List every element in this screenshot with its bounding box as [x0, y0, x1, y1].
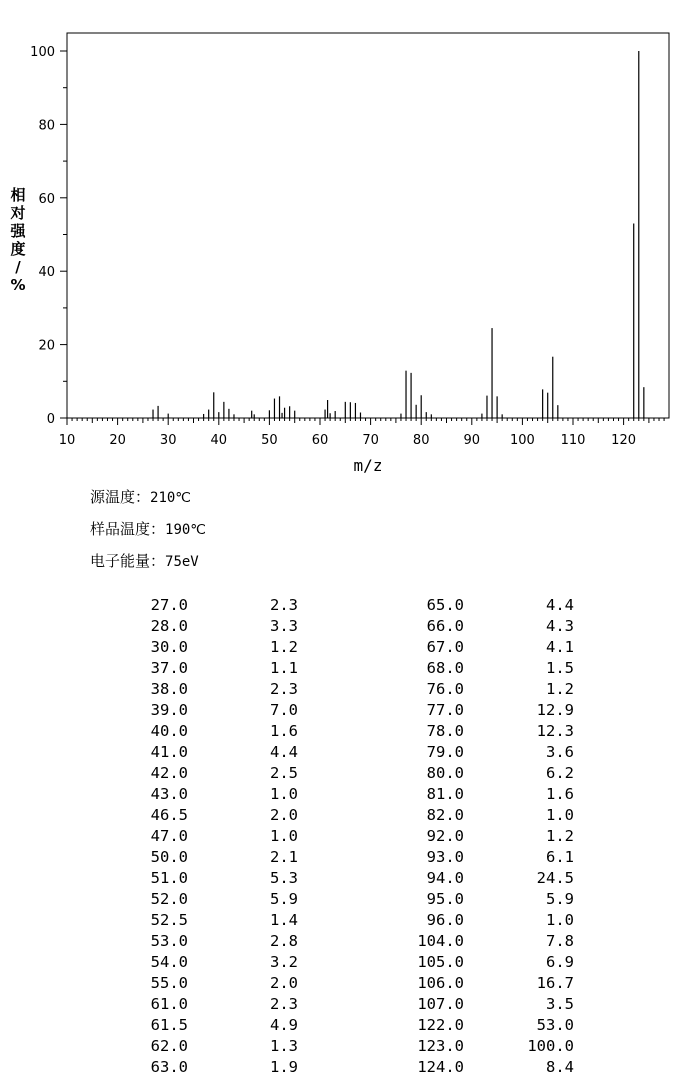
mz-cell: 51.0 — [150, 869, 188, 887]
mz-cell: 39.0 — [150, 701, 188, 719]
source-temperature-value: 210℃ — [150, 490, 192, 506]
mz-cell: 123.0 — [417, 1037, 464, 1055]
mz-cell: 66.0 — [426, 617, 464, 635]
mz-cell: 42.0 — [150, 764, 188, 782]
y-axis-label: 相对强度/ % — [10, 186, 26, 294]
mz-cell: 107.0 — [417, 995, 464, 1013]
intensity-cell: 1.0 — [546, 911, 574, 929]
intensity-cell: 4.3 — [546, 617, 574, 635]
mz-cell: 79.0 — [426, 743, 464, 761]
intensity-cell: 2.0 — [270, 806, 298, 824]
intensity-cell: 1.0 — [270, 827, 298, 845]
intensity-cell: 5.9 — [546, 890, 574, 908]
intensity-cell: 5.3 — [270, 869, 298, 887]
table-row — [0, 1016, 696, 1037]
table-row — [0, 827, 696, 848]
intensity-cell: 2.1 — [270, 848, 298, 866]
x-tick-label: 120 — [611, 433, 637, 448]
y-tick-label: 0 — [46, 412, 55, 427]
intensity-cell: 53.0 — [536, 1016, 574, 1034]
mz-cell: 46.5 — [150, 806, 188, 824]
mz-cell: 96.0 — [426, 911, 464, 929]
x-tick-label: 60 — [311, 433, 329, 448]
mz-cell: 53.0 — [150, 932, 188, 950]
intensity-cell: 1.2 — [270, 638, 298, 656]
intensity-cell: 2.0 — [270, 974, 298, 992]
x-axis-ticks — [59, 433, 636, 448]
mz-cell: 106.0 — [417, 974, 464, 992]
sample-temperature-value: 190℃ — [165, 522, 207, 538]
table-row — [0, 785, 696, 806]
mass-spectrum-chart — [0, 0, 696, 480]
intensity-cell: 24.5 — [536, 869, 574, 887]
mz-cell: 77.0 — [426, 701, 464, 719]
intensity-cell: 2.5 — [270, 764, 298, 782]
x-minor-ticks — [67, 418, 664, 425]
y-axis-ticks — [30, 45, 67, 427]
mz-cell: 82.0 — [426, 806, 464, 824]
y-tick-label: 80 — [38, 118, 55, 134]
y-tick-label: 20 — [38, 338, 55, 354]
table-row — [0, 974, 696, 995]
intensity-cell: 1.6 — [270, 722, 298, 740]
intensity-cell: 1.6 — [546, 785, 574, 803]
mz-cell: 124.0 — [417, 1058, 464, 1076]
x-tick-label: 50 — [261, 433, 278, 448]
mz-cell: 28.0 — [150, 617, 188, 635]
intensity-cell: 4.4 — [270, 743, 298, 761]
table-row — [0, 1058, 696, 1079]
mz-cell: 47.0 — [150, 827, 188, 845]
intensity-cell: 4.1 — [546, 638, 574, 656]
x-tick-label: 20 — [109, 433, 126, 448]
x-tick-label: 30 — [159, 433, 177, 448]
table-row — [0, 869, 696, 890]
mz-cell: 27.0 — [150, 596, 188, 614]
table-row — [0, 617, 696, 638]
mz-cell: 30.0 — [150, 638, 188, 656]
mz-cell: 122.0 — [417, 1016, 464, 1034]
sample-temperature — [90, 518, 206, 539]
intensity-cell: 6.9 — [546, 953, 574, 971]
intensity-cell: 1.2 — [546, 827, 574, 845]
mz-cell: 52.5 — [150, 911, 188, 929]
intensity-cell: 4.4 — [546, 596, 574, 614]
intensity-cell: 2.3 — [270, 995, 298, 1013]
intensity-cell: 3.2 — [270, 953, 298, 971]
table-row — [0, 890, 696, 911]
intensity-cell: 3.5 — [546, 995, 574, 1013]
mz-cell: 38.0 — [150, 680, 188, 698]
mz-cell: 55.0 — [150, 974, 188, 992]
table-row — [0, 806, 696, 827]
x-tick-label: 90 — [463, 433, 481, 448]
intensity-cell: 1.3 — [270, 1037, 298, 1055]
table-row — [0, 848, 696, 869]
intensity-cell: 2.3 — [270, 596, 298, 614]
x-tick-label: 40 — [210, 433, 228, 448]
mz-cell: 43.0 — [150, 785, 188, 803]
intensity-cell: 7.0 — [270, 701, 298, 719]
table-row — [0, 764, 696, 785]
intensity-cell: 1.0 — [546, 806, 574, 824]
intensity-cell: 12.3 — [536, 722, 574, 740]
mz-cell: 61.5 — [150, 1016, 188, 1034]
intensity-cell: 8.4 — [546, 1058, 574, 1076]
spectrum-peaks — [153, 51, 644, 418]
intensity-cell: 1.9 — [270, 1058, 298, 1076]
mz-cell: 80.0 — [426, 764, 464, 782]
mz-cell: 104.0 — [417, 932, 464, 950]
table-row — [0, 932, 696, 953]
intensity-cell: 3.6 — [546, 743, 574, 761]
table-row — [0, 680, 696, 701]
intensity-cell: 100.0 — [527, 1037, 574, 1055]
table-row — [0, 911, 696, 932]
table-row — [0, 953, 696, 974]
table-row — [0, 743, 696, 764]
mz-cell: 95.0 — [426, 890, 464, 908]
electron-energy-label: 电子能量： — [90, 552, 166, 570]
y-tick-label: 40 — [38, 265, 55, 281]
mz-cell: 62.0 — [150, 1037, 188, 1055]
mz-cell: 52.0 — [150, 890, 188, 908]
mz-cell: 41.0 — [150, 743, 188, 761]
y-tick-label: 60 — [38, 191, 55, 207]
intensity-cell: 7.8 — [546, 932, 574, 950]
mz-cell: 63.0 — [150, 1058, 188, 1076]
mz-cell: 61.0 — [150, 995, 188, 1013]
mz-cell: 67.0 — [426, 638, 464, 656]
intensity-cell: 2.8 — [270, 932, 298, 950]
intensity-cell: 3.3 — [270, 617, 298, 635]
x-axis-label: m/z — [353, 456, 383, 475]
table-row — [0, 701, 696, 722]
table-row — [0, 1037, 696, 1058]
electron-energy — [90, 550, 199, 571]
mz-cell: 68.0 — [426, 659, 464, 677]
x-tick-label: 100 — [509, 433, 535, 448]
mz-cell: 78.0 — [426, 722, 464, 740]
mz-cell: 40.0 — [150, 722, 188, 740]
mz-cell: 54.0 — [150, 953, 188, 971]
intensity-cell: 12.9 — [536, 701, 574, 719]
mz-cell: 93.0 — [426, 848, 464, 866]
source-temperature — [90, 486, 191, 507]
mz-cell: 81.0 — [426, 785, 464, 803]
y-tick-label: 100 — [30, 45, 55, 60]
x-tick-label: 10 — [58, 433, 76, 448]
intensity-cell: 4.9 — [270, 1016, 298, 1034]
mz-cell: 65.0 — [426, 596, 464, 614]
intensity-cell: 1.4 — [270, 911, 298, 929]
intensity-cell: 1.2 — [546, 680, 574, 698]
mz-cell: 92.0 — [426, 827, 464, 845]
intensity-cell: 1.0 — [270, 785, 298, 803]
mz-cell: 76.0 — [426, 680, 464, 698]
x-tick-label: 70 — [362, 433, 379, 448]
table-row — [0, 638, 696, 659]
intensity-cell: 16.7 — [536, 974, 574, 992]
table-row — [0, 995, 696, 1016]
sample-temperature-label: 样品温度： — [90, 520, 166, 538]
mz-cell: 37.0 — [150, 659, 188, 677]
intensity-cell: 2.3 — [270, 680, 298, 698]
mz-cell: 105.0 — [417, 953, 464, 971]
intensity-cell: 6.2 — [546, 764, 574, 782]
intensity-cell: 1.1 — [270, 659, 298, 677]
table-row — [0, 596, 696, 617]
x-tick-label: 80 — [412, 433, 430, 448]
plot-frame — [67, 33, 669, 418]
mz-cell: 50.0 — [150, 848, 188, 866]
intensity-cell: 1.5 — [546, 659, 574, 677]
table-row — [0, 659, 696, 680]
intensity-cell: 6.1 — [546, 848, 574, 866]
intensity-cell: 5.9 — [270, 890, 298, 908]
table-row — [0, 722, 696, 743]
x-tick-label: 110 — [560, 433, 586, 448]
electron-energy-value: 75eV — [165, 554, 199, 570]
source-temperature-label: 源温度： — [90, 488, 151, 506]
mz-cell: 94.0 — [426, 869, 464, 887]
